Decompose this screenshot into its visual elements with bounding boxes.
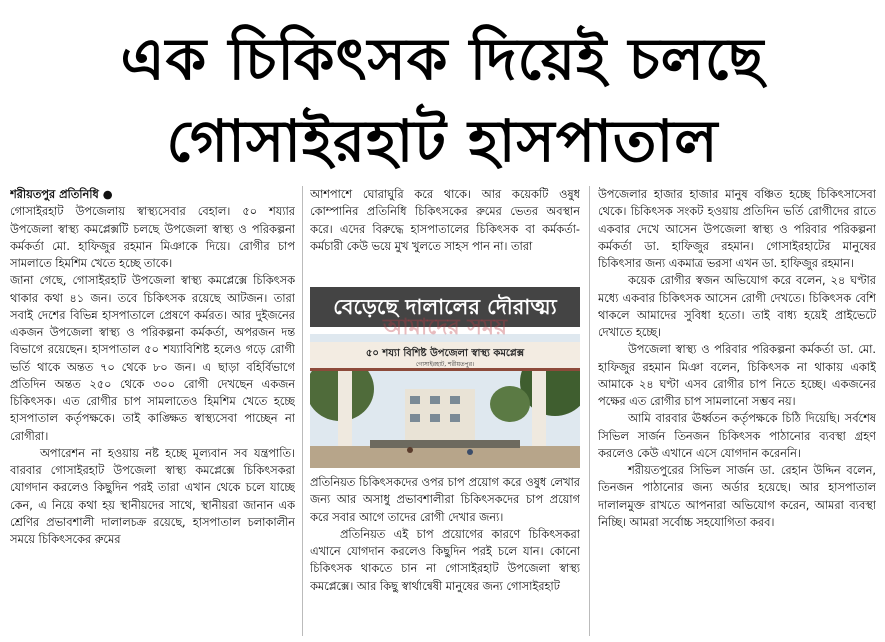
- paragraph: প্রতিনিয়ত চিকিৎসকদের ওপর চাপ প্রয়োগ করে ওষুধ লেখার জন্য আর অসাধু প্রভাবশালীরা চিকিৎসকদের চাপ প্রয়োগ করে সবার আগে তাদের রোগী দেখার জন্য।: [310, 476, 580, 524]
- byline: শরীয়তপুর প্রতিনিধি ●: [10, 188, 113, 201]
- paragraph: কয়েক রোগীর স্বজন অভিযোগ করে বলেন, ২৪ ঘণ্টার মধ্যে একবার চিকিৎসক আসেন রোগী দেখতে। চিকিৎসক বেশি থাকলে আমাদের সুবিধা হতো। তাই বাধ্য হয়েই প্রাইভেটে দেখাতে হচ্ছে।: [598, 274, 876, 339]
- gate-sign: ৫০ শয্যা বিশিষ্ট উপজেলা স্বাস্থ্য কমপ্লেক্স: [365, 348, 525, 359]
- headline-line-2: গোসাইরহাট হাসপাতাল: [166, 107, 719, 175]
- article-column-1: [10, 186, 295, 640]
- paragraph: জানা গেছে, গোসাইরহাট উপজেলা স্বাস্থ্য কমপ্লেক্সে চিকিৎসক থাকার কথা ৪১ জন। তবে চিকিৎসক রয়েছে আটজন। তারা সবাই দেশের বিভিন্ন হাসপাতালে প্রেষণে কর্মরত। আর দুইজনের একজন উপজেলা স্বাস্থ্য ও পরিকল্পনা কর্মকর্তা, অপরজন দন্ত বিভাগে রয়েছেন। হাসপাতাল ৫০ শয্যাবিশিষ্ট হলেও গড়ে রোগী ভর্তি থাকে অন্তত ৭০ থেকে ৮০ জন। এ ছাড়া বহির্বিভাগে প্রতিদিন অন্তত ২৫০ থেকে ৩০০ রোগী দেখছেন একজন চিকিৎসক। এত রোগীর চাপ সামলাতেও হিমশিম খেতে হচ্ছে হাসপাতাল কর্তৃপক্ষকে। তাই কাঙ্ক্ষিত স্বাস্থ্যসেবা পাচ্ছেন না রোগীরা।: [10, 274, 295, 443]
- paragraph: শরীয়তপুরের সিভিল সার্জন ডা. রেহান উদ্দিন বলেন, তিনজন পাঠানোর জন্য অর্ডার হয়েছে। আর হাসপাতাল দালালমুক্ত রাখতে আপনারা অভিযোগ করেন, আমরা ব্যবস্থা নিচ্ছি। আমরা সর্বোচ্চ সহযোগিতা করব।: [598, 464, 876, 529]
- paragraph: উপজেলা স্বাস্থ্য ও পরিবার পরিকল্পনা কর্মকর্তা ডা. মো. হাফিজুর রহমান মিঞা বলেন, চিকিৎসক না থাকায় একাই আমাকে ২৪ ঘণ্টা এসব রোগীর চাপ নিতে হচ্ছে। একজনের পক্ষের এত রোগীর চাপ সামলানো সম্ভব নয়।: [598, 343, 876, 408]
- subheading: বেড়েছে দালালের দৌরাত্ম্য: [310, 287, 580, 327]
- article-column-2-top: [310, 186, 580, 286]
- paragraph: আশপাশে ঘোরাঘুরি করে থাকে। আর কয়েকটি ওষুধ কোম্পানির প্রতিনিধি চিকিৎসকের রুমের ভেতর অবস্থান করে। এদের বিরুদ্ধে হাসপাতালের চিকিৎসক বা কর্মকর্তা-কর্মচারী কেউ ভয়ে মুখ খুলতে সাহস পান না। তারা: [310, 188, 580, 253]
- paragraph: গোসাইরহাট উপজেলায় স্বাস্থ্যসেবার বেহাল। ৫০ শয্যার উপজেলা স্বাস্থ্য কমপ্লেক্সটি চলছে উপজেলা স্বাস্থ্য ও পরিকল্পনা কর্মকর্তা মো. হাফিজুর রহমান মিঞাকে দিয়ে। রোগীর চাপ সামলাতে হিমশিম খেতে হচ্ছে তাকে।: [10, 205, 295, 270]
- watermark: আমাদের সময়: [382, 315, 508, 340]
- article-column-2-bottom: [310, 474, 580, 640]
- headline-line-1: এক চিকিৎসক দিয়েই চলছে: [120, 25, 765, 93]
- hospital-photo: [310, 334, 580, 468]
- article-column-3: [598, 186, 876, 640]
- paragraph: প্রতিনিয়ত এই চাপ প্রয়োগের কারণে চিকিৎসকরা এখানে যোগদান করলেও কিছুদিন পরই চলে যান। কোনো চিকিৎসক থাকতে চান না গোসাইরহাট উপজেলা স্বাস্থ্য কমপ্লেক্সে। আর কিছু স্বার্থান্বেষী মানুষের জন্য গোসাইরহাট: [310, 527, 580, 593]
- paragraph: অপারেশন না হওয়ায় নষ্ট হচ্ছে মূল্যবান সব যন্ত্রপাতি। বারবার গোসাইরহাট উপজেলা স্বাস্থ্য কমপ্লেক্সে চিকিৎসকরা যোগদান করলেও কিছুদিন পরই তারা এখান থেকে চলে যাচ্ছে কেন, এ নিয়ে কথা হয় স্থানীয়দের সাথে, স্থানীয়রা জানান এক শ্রেণির প্রভাবশালী দালালচক্র রয়েছে, হাসপাতাল চলাকালীন সময়ে চিকিৎসকের রুমের: [10, 446, 295, 546]
- column-divider: [589, 186, 590, 636]
- gate-sign-sub: গোসাইরহাট, শরীয়তপুর।: [415, 361, 475, 368]
- paragraph: উপজেলার হাজার হাজার মানুষ বঞ্চিত হচ্ছে চিকিৎসাসেবা থেকে। চিকিৎসক সংকট হওয়ায় প্রতিদিন ভর্তি রোগীদের রাতে একবার দেখে আসেন উপজেলা স্বাস্থ্য ও পরিবার পরিকল্পনা কর্মকর্তা ডা. হাফিজুর রহমান। গোসাইরহাটের মানুষের চিকিৎসার জন্য একমাত্র ভরসা এখন ডা. হাফিজুর রহমান।: [598, 188, 876, 270]
- column-divider: [302, 186, 303, 636]
- paragraph: আমি বারবার ঊর্ধ্বতন কর্তৃপক্ষকে চিঠি দিয়েছি। সর্বশেষ সিভিল সার্জন তিনজন চিকিৎসক পাঠানোর ব্যবস্থা গ্রহণ করলেও কেউ এখানে এসে যোগদান করেননি।: [598, 412, 876, 460]
